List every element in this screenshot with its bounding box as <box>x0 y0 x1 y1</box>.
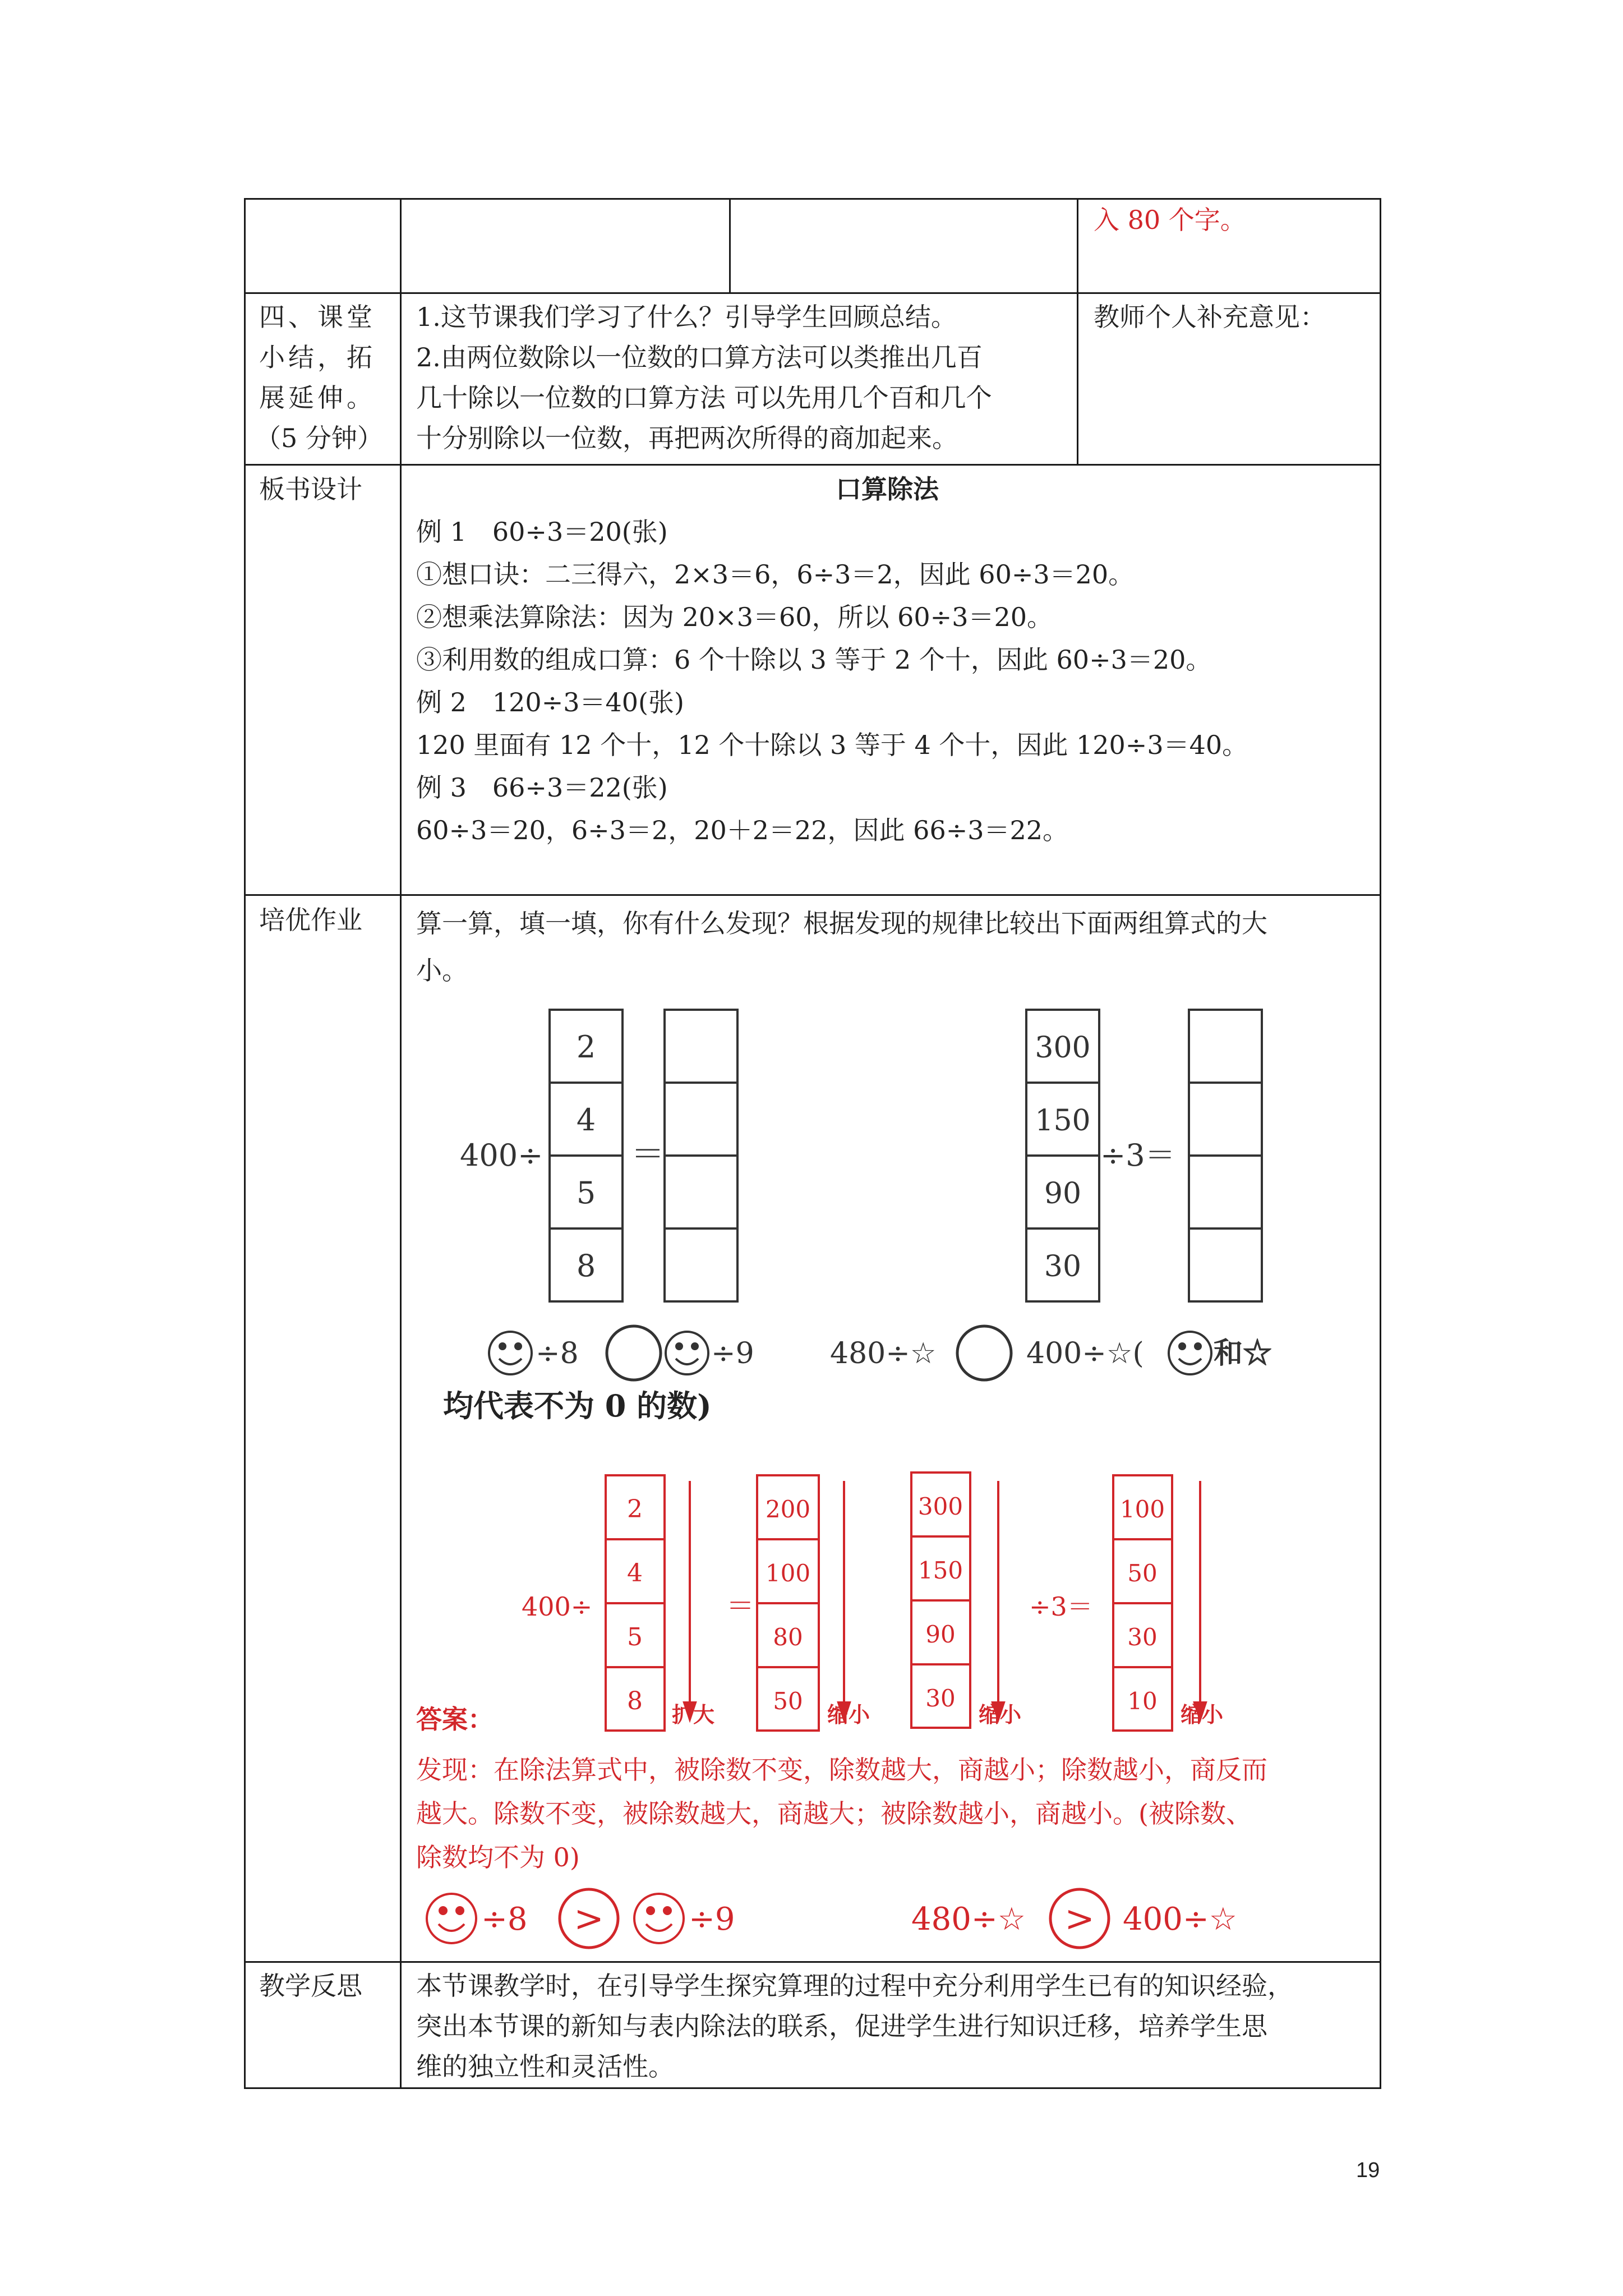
fig2-col4-value: 10 <box>1127 1687 1158 1715</box>
fig1-left-value: 5 <box>576 1175 596 1211</box>
row1-content-line: 十分别除以一位数，再把两次所得的商加起来。 <box>416 423 958 453</box>
fig2-col3-value: 90 <box>925 1621 956 1648</box>
fig2-arrow1: 扩大 <box>672 1702 715 1727</box>
row0-note: 入 80 个字。 <box>1094 205 1246 235</box>
blank-circle-icon <box>607 1326 661 1380</box>
fig2-arrow2: 缩小 <box>827 1702 870 1727</box>
greater-than-circle <box>1050 1889 1109 1948</box>
board-line: 60÷3＝20，6÷3＝2，20＋2＝22，因此 66÷3＝22。 <box>416 815 1069 845</box>
figure-1 <box>443 999 1329 1425</box>
fig2-col4-value: 50 <box>1127 1559 1158 1587</box>
fig2-col2-value: 80 <box>773 1623 803 1651</box>
fig2-col4-value: 30 <box>1127 1623 1158 1651</box>
answer-a1: ÷8 <box>481 1901 528 1938</box>
board-line: ③利用数的组成口算：6 个十除以 3 等于 2 个十，因此 60÷3＝20。 <box>416 645 1212 675</box>
board-line: 120 里面有 12 个十，12 个十除以 3 等于 4 个十，因此 120÷3＝40。 <box>416 730 1248 760</box>
answer-b2: 400÷☆ <box>1123 1901 1238 1938</box>
smiley-icon <box>666 1332 708 1374</box>
reflection-line: 本节课教学时，在引导学生探究算理的过程中充分利用学生已有的知识经验， <box>416 1971 1293 2001</box>
row4-label: 教学反思 <box>259 1971 362 2001</box>
arrow-down-icon <box>1195 1481 1206 1719</box>
reflection-line: 突出本节课的新知与表内除法的联系，促进学生进行知识迁移，培养学生思 <box>416 2011 1267 2041</box>
arrow-down-icon <box>993 1481 1004 1719</box>
fig1-left-value: 4 <box>576 1102 596 1138</box>
fig1-left-prefix <box>460 1138 543 1173</box>
row3-label: 培优作业 <box>259 905 362 935</box>
figure-2 <box>505 1464 1251 1745</box>
fig1-compare1-b: ÷9 <box>711 1337 754 1370</box>
board-line: 例 3 66÷3＝22(张) <box>416 772 668 803</box>
answer-a2: ÷9 <box>689 1901 735 1938</box>
fig2-col2-value: 100 <box>765 1559 811 1587</box>
answer-compare-row <box>421 1885 1307 1952</box>
fig2-col3-value: 150 <box>917 1557 963 1584</box>
question-line: 小。 <box>416 955 468 986</box>
board-line: ②想乘法算除法：因为 20×3＝60，所以 60÷3＝20。 <box>416 602 1053 632</box>
arrow-down-icon <box>684 1481 695 1719</box>
fig1-compare2-b: 400÷☆( <box>1026 1337 1144 1370</box>
fig1-left-answer-column <box>665 1010 737 1301</box>
fig1-compare2-a: 480÷☆ <box>830 1337 937 1370</box>
fig1-right-answer-column <box>1189 1010 1262 1301</box>
fig2-col2-value: 50 <box>773 1687 803 1715</box>
row1-content-line: 1.这节课我们学习了什么？引导学生回顾总结。 <box>416 302 957 332</box>
fig2-equals: ＝ <box>726 1590 754 1622</box>
fig2-col1-value: 8 <box>627 1687 643 1715</box>
fig1-right-suffix: ÷3＝ <box>1100 1138 1175 1173</box>
row1-content-line: 几十除以一位数的口算方法 可以先用几个百和几个 <box>416 383 992 413</box>
fig1-compare2-c: 和☆ <box>1214 1336 1272 1370</box>
row1-label-line: 小结，拓 <box>259 342 376 372</box>
fig1-right-value: 30 <box>1044 1250 1082 1283</box>
row1-label-line: 四、课堂 <box>259 302 376 332</box>
row1-label-line: 展延伸。 <box>259 383 376 413</box>
arrow-down-icon <box>838 1481 850 1719</box>
board-line: ①想口诀：二三得六，2×3＝6，6÷3＝2，因此 60÷3＝20。 <box>416 559 1135 590</box>
fig1-right-value: 90 <box>1044 1177 1082 1211</box>
board-line: 例 2 120÷3＝40(张) <box>416 687 684 717</box>
fig2-col1-value: 4 <box>627 1559 643 1588</box>
smiley-icon <box>1169 1332 1211 1374</box>
row1-content-line: 2.由两位数除以一位数的口算方法可以类推出几百 <box>416 342 983 372</box>
smiley-icon <box>489 1332 532 1374</box>
fig2-col1-value: 2 <box>627 1495 643 1524</box>
row2-title: 口算除法 <box>836 474 939 504</box>
board-line: 例 1 60÷3＝20(张) <box>416 517 668 547</box>
fig2-arrow4: 缩小 <box>1181 1702 1224 1727</box>
page-number: 19 <box>1356 2159 1380 2182</box>
fig2-col3-value: 300 <box>917 1493 963 1520</box>
fig2-col1-value: 5 <box>627 1623 643 1651</box>
fig2-col3-value: 30 <box>925 1685 956 1712</box>
fig2-arrow3: 缩小 <box>979 1702 1022 1727</box>
answer-b1: 480÷☆ <box>911 1901 1026 1938</box>
answer-line: 越大。除数不变，被除数越大，商越大；被除数越小，商越小。(被除数、 <box>416 1798 1252 1829</box>
row1-label-line: （5 分钟） <box>255 423 383 453</box>
fig1-equals: ＝ <box>631 1135 665 1174</box>
fig1-right-value: 150 <box>1035 1104 1091 1138</box>
greater-than-symbol: > <box>574 1898 604 1940</box>
row2-label: 板书设计 <box>259 474 362 504</box>
fig2-mid: ÷3＝ <box>1029 1591 1093 1622</box>
answer-line: 发现：在除法算式中，被除数不变，除数越大，商越小；除数越小，商反而 <box>416 1755 1267 1785</box>
fig2-col4-value: 100 <box>1119 1496 1165 1523</box>
greater-than-circle <box>560 1889 618 1948</box>
fig2-left-prefix: 400÷ <box>522 1591 593 1622</box>
fig1-left-value: 8 <box>576 1248 596 1283</box>
smiley-icon <box>427 1894 476 1943</box>
fig1-compare1-a: ÷8 <box>536 1337 579 1370</box>
greater-than-symbol: > <box>1064 1898 1095 1940</box>
fig1-right-value: 300 <box>1035 1031 1091 1065</box>
blank-circle-icon <box>957 1326 1011 1380</box>
fig1-left-value: 2 <box>576 1029 596 1065</box>
fig1-note: 均代表不为 0 的数) <box>443 1388 712 1424</box>
fig2-col2-value: 200 <box>765 1496 811 1523</box>
smiley-icon <box>634 1894 684 1943</box>
answer-label: 答案： <box>416 1704 494 1734</box>
reflection-line: 维的独立性和灵活性。 <box>416 2051 674 2082</box>
question-line: 算一算，填一填，你有什么发现？根据发现的规律比较出下面两组算式的大 <box>416 908 1267 938</box>
row1-note: 教师个人补充意见： <box>1094 302 1326 332</box>
answer-line: 除数均不为 0) <box>416 1842 580 1872</box>
fig1-left-prefix-text: 400÷ <box>460 1138 543 1173</box>
